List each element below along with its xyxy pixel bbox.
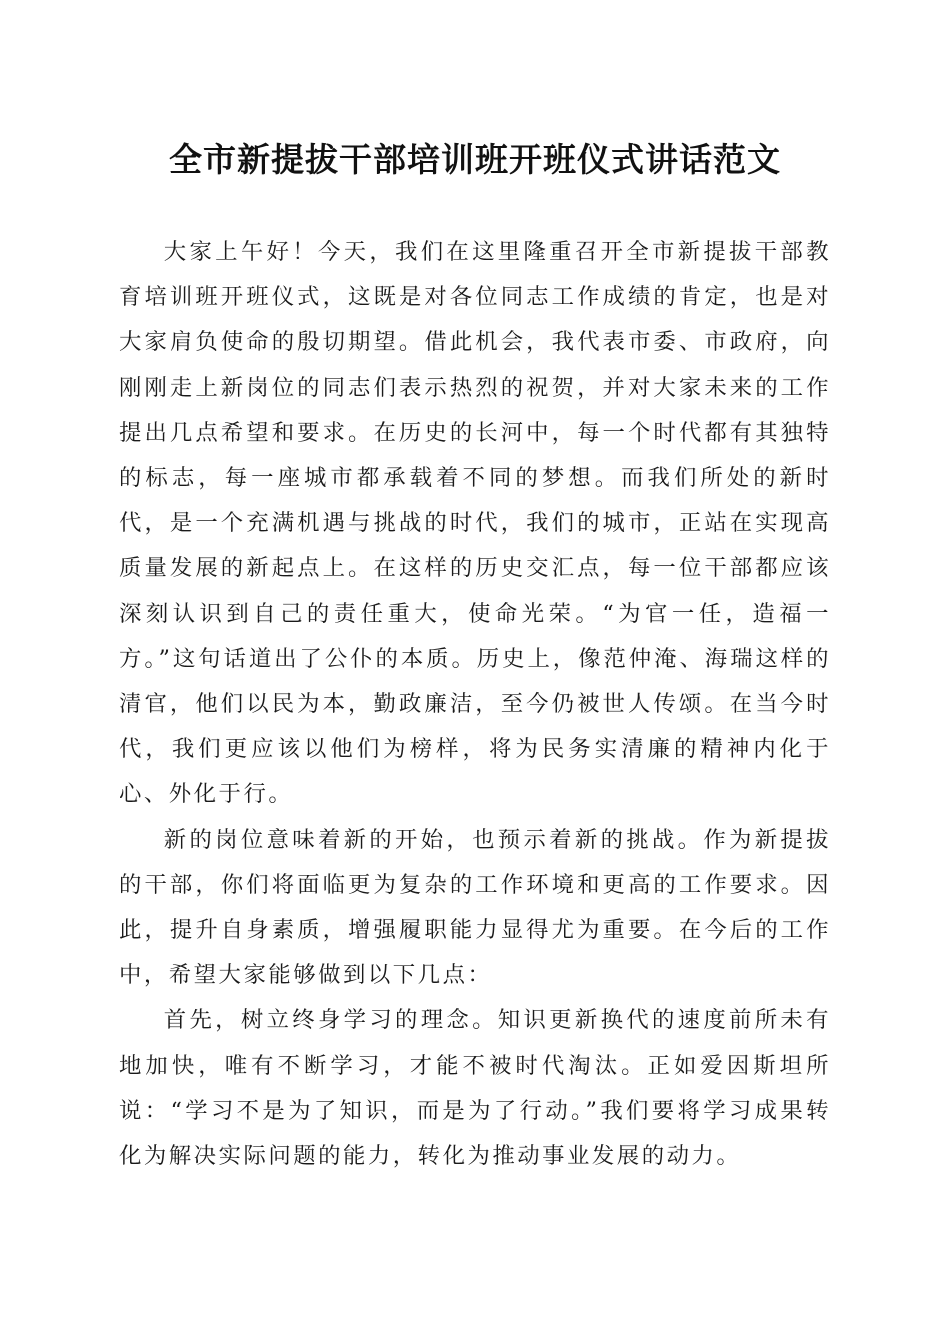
paragraph-lifelong-learning: 首先，树立终身学习的理念。知识更新换代的速度前所未有地加快，唯有不断学习，才能不被时代淘汰。正如爱因斯坦所说：“学习不是为了知识，而是为了行动。”我们要将学习成果转化为解决实际问题的能力，转化为推动事业发展的动力。 (119, 1007, 831, 1170)
document-title: 全市新提拔干部培训班开班仪式讲话范文 (169, 140, 781, 179)
paragraph-opening: 大家上午好！今天，我们在这里隆重召开全市新提拔干部教育培训班开班仪式，这既是对各位同志工作成绩的肯定，也是对大家肩负使命的殷切期望。借此机会，我代表市委、市政府，向刚刚走上新岗位的同志们表示热烈的祝贺，并对大家未来的工作提出几点希望和要求。在历史的长河中，每一个时代都有其独特的标志，每一座城市都承载着不同的梦想。而我们所处的新时代，是一个充满机遇与挑战的时代，我们的城市，正站在实现高质量发展的新起点上。在这样的历史交汇点，每一位干部都应该深刻认识到自己的责任重大，使命光荣。“为官一任，造福一方。”这句话道出了公仆的本质。历史上，像范仲淹、海瑞这样的清官，他们以民为本，勤政廉洁，至今仍被世人传颂。在当今时代，我们更应该以他们为榜样，将为民务实清廉的精神内化于心、外化于行。 (119, 239, 831, 808)
document-body (119, 230, 831, 1179)
paragraph-new-position: 新的岗位意味着新的开始，也预示着新的挑战。作为新提拔的干部，你们将面临更为复杂的工作环境和更高的工作要求。因此，提升自身素质，增强履职能力显得尤为重要。在今后的工作中，希望大家能够做到以下几点： (119, 826, 831, 989)
